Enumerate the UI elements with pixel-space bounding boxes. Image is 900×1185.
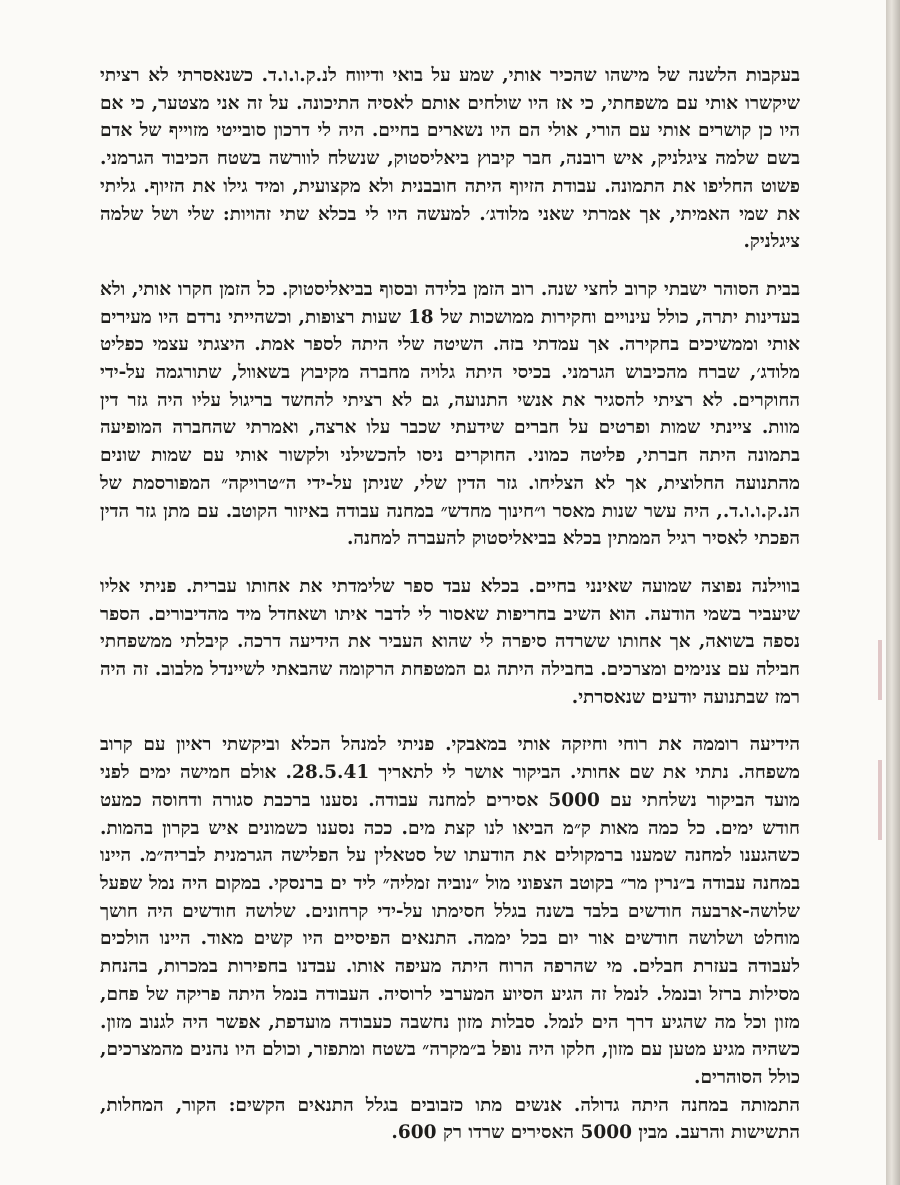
paragraph-prison-interrogation: בבית הסוהר ישבתי קרוב לחצי שנה. רוב הזמן בלידה ובסוף בביאליסטוק. כל הזמן חקרו אותי, ולא בעדינות יתרה, כולל עינויים וחקירות ממושכות של 18 שעות רצופות, וכשהייתי נרדם היו מעירים אותי וממשיכים בחקירה. אך עמדתי בזה. השיטה שלי היתה לספר אמת. היצגתי עצמי כפליט מלודג׳, שברח מהכיבוש הגרמני. בכיסי היתה גלויה מחברה מקיבוץ בשאוול, שתורגמה על-ידי החוקרים. לא רציתי להסגיר את אנשי התנועה, גם לא רציתי להחשד בריגול עליו היה גזר דין מוות. ציינתי שמות ופרטים על חברים שידעתי שכבר עלו ארצה, ואמרתי שהחברה המופיעה בתמונה היתה חברתי, פליטה כמוני. החוקרים ניסו להכשילני ולקשור אותי עם שמות שונים מהתנועה החלוצית, אך לא הצליחו. גזר הדין שלי, שניתן על-ידי ה״טרויקה״ המפורסמת של הנ.ק.ו.ו.ד., היה עשר שנות מאסר ו״חינוך מחדש״ במחנה עבודה באיזור הקוטב. עם מתן גזר הדין הפכתי לאסיר רגיל הממתין בכלא בביאליסטוק להעברה למחנה. bbox=[100, 278, 800, 550]
paragraph-arrest: בעקבות הלשנה של מישהו שהכיר אותי, שמע על בואי ודיווח לנ.ק.ו.ו.ד. כשנאסרתי לא רציתי שיקשרו אותי עם משפחתי, כי אז היו שולחים אותם לאסיה התיכונה. על זה אני מצטער, כי אם היו כן קושרים אותי עם הורי, אולי הם היו נשארים בחיים. היה לי דרכון סובייטי מזוייף של אדם בשם שלמה ציגלניק, איש רובנה, חבר קיבוץ ביאליסטוק, שנשלח לוורשה בשטח הכיבוד הגרמני. פשוט החליפו את התמונה. עבודת הזיוף היתה חובבנית ולא מקצועית, ומיד גילו את הזיוף. גליתי את שמי האמיתי, אך אמרתי שאני מלודג׳. למעשה היו לי בכלא שתי זהויות: שלי ושל שלמה ציגלניק. bbox=[100, 65, 800, 253]
paragraph-vilna-rumor: בווילנה נפוצה שמועה שאינני בחיים. בכלא עבד ספר שלימדתי את אחותו עברית. פניתי אליו שיעביר בשמי הודעה. הוא השיב בחריפות שאסור לי לדבר איתו ושאחדל מיד מהדיבורים. הספר נספה בשואה, אך אחותו ששרדה סיפרה לי שהוא העביר את הידיעה דרכה. קיבלתי ממשפחתי חבילה עם צנימים ומצרכים. בחבילה היתה גם המטפחת הרקומה שהבאתי לשיינדל מלבוב. זה היה רמז שבתנועה יודעים שנאסרתי. bbox=[100, 575, 800, 708]
document-body bbox=[100, 62, 800, 1147]
page-edge bbox=[886, 0, 900, 1185]
paragraph-labor-camp: הידיעה רוממה את רוחי וחיזקה אותי במאבקי. פניתי למנהל הכלא וביקשתי ראיון עם קרוב משפחה. נתתי את שם אחותי. הביקור אושר לי לתאריך 28.5.41. אולם חמישה ימים לפני מועד הביקור נשלחתי עם 5000 אסירים למחנה עבודה. נסענו ברכבת סגורה ודחוסה כמעט חודש ימים. כל כמה מאות ק״מ הביאו לנו קצת מים. ככה נסענו כשמונים איש בקרון בהמות. כשהגענו למחנה שמענו ברמקולים את הודעתו של סטאלין על הפלישה הגרמנית לבריה״מ. היינו במחנה עבודה ב״נרין מר״ בקוטב הצפוני מול ״נוביה זמליה״ ליד ים ברנסקי. במקום היה נמל שפעל שלושה-ארבעה חודשים בלבד בשנה בגלל חסימתו על-ידי קרחונים. שלושה חודשים היה חושך מוחלט ושלושה חודשים אור יום בכל יממה. התנאים הפיסיים היו קשים מאוד. היינו הולכים לעבודה בעזרת חבלים. מי שהרפה הרוח היתה מעיפה אותו. עבדנו בחפירות במכרות, בהנחת מסילות ברזל ובנמל. לנמל זה הגיע הסיוע המערבי לרוסיה. העבודה בנמל היתה פריקה של פחם, מזון וכל מה שהגיע דרך הים לנמל. סבלות מזון נחשבה כעבודה מועדפת, אפשר היה לגנוב מזון. כשהיה מגיע מטען עם מזון, חלקו היה נופל ב״מקרה״ בשטח ומתפזר, וכולם היו נהנים מהמצרכים, כולל הסוהרים. bbox=[100, 734, 800, 1088]
paper-mark bbox=[878, 640, 882, 700]
paragraph-mortality: התמותה במחנה היתה גדולה. אנשים מתו כזבובים בגלל התנאים הקשים: הקור, המחלות, התשישות והרעב. מבין 5000 האסירים שרדו רק 600. bbox=[100, 1094, 800, 1144]
paper-mark bbox=[878, 760, 882, 840]
